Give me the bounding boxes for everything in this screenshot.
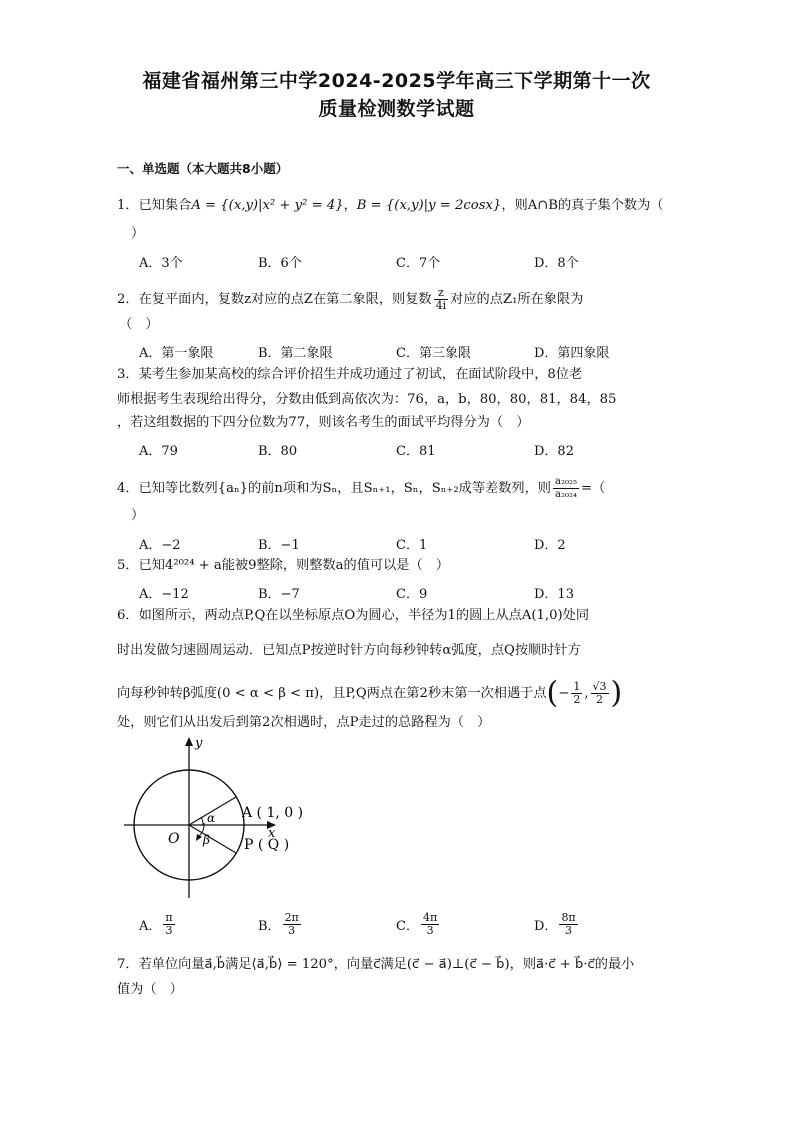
q7-line-1: 7．若单位向量a⃗,b⃗满足⟨a⃗,b⃗⟩ = 120°，向量c⃗满足(c⃗ − a⃗)⊥(c⃗ − b⃗)，则a⃗·c⃗ + b⃗·c⃗的最小 <box>117 957 635 972</box>
q6-line-3-text: 向每秒钟转β弧度(0 < α < β < π)，且P,Q两点在第2秒末第一次相遇于点 <box>117 686 547 701</box>
q3-line-2: 师根据考生表现给出得分，分数由低到高依次为：76，a，b，80，80，81，84，85 <box>117 392 617 407</box>
q1-continuation: ） <box>131 226 145 241</box>
q5-option-d[interactable]: D．13 <box>534 587 574 602</box>
q6-option-a[interactable] <box>139 912 177 937</box>
title-line-1: 福建省福州第三中学2024-2025学年高三下学期第十一次 <box>142 70 651 92</box>
y-axis-arrow <box>185 737 193 746</box>
q6-point-y-den: 2 <box>596 693 604 706</box>
q6-unit-circle-figure <box>118 733 318 905</box>
label-a: A ( 1, 0 ) <box>242 805 304 821</box>
q5-option-b[interactable]: B．−7 <box>258 587 300 602</box>
q4-continuation: ） <box>131 508 145 523</box>
q4-option-d[interactable]: D．2 <box>534 538 566 553</box>
q6-option-d-den: 3 <box>565 924 573 937</box>
q3-option-c[interactable]: C．81 <box>396 444 436 459</box>
q6-point-x-num: 1 <box>573 680 581 693</box>
q6-option-c-letter: C． <box>396 919 419 934</box>
q3-option-a[interactable]: A．79 <box>139 444 178 459</box>
q6-option-b-num: 2π <box>284 911 299 924</box>
q4-frac-den: a₂₀₂₄ <box>555 489 577 500</box>
q4-rest: =（ <box>581 481 606 496</box>
q6-option-b-frac <box>283 912 301 937</box>
q2-frac-num: z <box>434 287 449 300</box>
label-p: P ( Q ) <box>244 837 290 853</box>
q2-rest: 对应的点Z₁所在象限为 <box>450 292 584 307</box>
q3-option-b[interactable]: B．80 <box>258 444 298 459</box>
q6-point-paren-open: ( <box>546 675 559 711</box>
q2-option-d[interactable]: D．第四象限 <box>534 346 610 361</box>
q1-option-d[interactable]: D．8个 <box>534 256 579 271</box>
q4-option-c[interactable]: C．1 <box>396 538 428 553</box>
q2-option-b[interactable]: B．第二象限 <box>258 346 333 361</box>
q6-point-x-den: 2 <box>573 693 581 706</box>
q2-continuation: （ ） <box>119 317 159 332</box>
q6-option-d-letter: D． <box>534 919 558 934</box>
q3-line-3: ，若这组数据的下四分位数为77，则该名考生的面试平均得分为（ ） <box>117 415 530 430</box>
q2-fraction <box>434 287 449 312</box>
radius-to-p <box>189 825 236 853</box>
q2-option-a[interactable]: A．第一象限 <box>139 346 214 361</box>
q5-text: 5．已知4²⁰²⁴ + a能被9整除，则整数a的值可以是（ ） <box>117 558 450 573</box>
q1-option-c[interactable]: C．7个 <box>396 256 441 271</box>
q7-line-2: 值为（ ） <box>117 982 183 997</box>
q2-prefix: 2．在复平面内，复数z对应的点Z在第二象限，则复数 <box>117 292 432 307</box>
q5-option-a[interactable]: A．−12 <box>139 587 189 602</box>
question-6-line-3: 向每秒钟转β弧度(0 < α < β < π)，且P,Q两点在第2秒末第一次相遇于点(− $\frac{1}{2}$ , $\frac{√3}{2}$ ) <box>117 675 623 711</box>
q1-setA: A = {(x,y)|x² + y² = 4} <box>191 198 344 213</box>
q6-option-d-num: 8π <box>561 911 576 924</box>
q6-option-c-frac <box>421 912 439 937</box>
question-1 <box>117 198 663 214</box>
q1-rest: ，则A∩B的真子集个数为（ <box>501 198 664 213</box>
q4-option-b[interactable]: B．−1 <box>258 538 300 553</box>
q6-point-y <box>591 681 609 706</box>
q6-option-a-den: 3 <box>165 924 173 937</box>
q6-option-b-den: 3 <box>288 924 296 937</box>
label-y: y <box>195 736 203 751</box>
q6-point-paren-close: ) <box>610 675 623 711</box>
label-x: x <box>268 826 276 841</box>
q6-point-y-num: √3 <box>592 680 607 693</box>
label-o: O <box>168 831 180 847</box>
q6-option-d-frac <box>559 912 577 937</box>
q4-fraction <box>553 476 579 501</box>
q1-prefix: 1．已知集合 <box>117 198 192 213</box>
label-beta: β <box>203 833 210 847</box>
q6-option-b[interactable] <box>258 912 303 937</box>
label-alpha: α <box>207 811 216 825</box>
question-4 <box>117 476 605 501</box>
q4-prefix: 4．已知等比数列{aₙ}的前n项和为Sₙ，且Sₙ₊₁，Sₙ，Sₙ₊₂成等差数列，则 <box>117 481 551 496</box>
q6-option-b-letter: B． <box>258 919 281 934</box>
q4-frac-num: a₂₀₂₅ <box>555 476 577 487</box>
q6-option-a-frac <box>163 912 174 937</box>
q6-point-x <box>571 681 582 706</box>
q6-line-4: 处，则它们从出发后到第2次相遇时，点P走过的总路程为（ ） <box>117 715 491 730</box>
q2-frac-den: 4i <box>435 299 447 312</box>
alpha-arc <box>201 817 203 825</box>
q5-option-c[interactable]: C．9 <box>396 587 428 602</box>
section-header: 一、单选题（本大题共8小题） <box>117 161 289 176</box>
q6-option-c[interactable] <box>396 912 441 937</box>
beta-arrowhead <box>196 834 202 841</box>
question-2 <box>117 287 583 312</box>
q6-line-1: 6．如图所示，两动点P,Q在以坐标原点O为圆心，半径为1的圆上从点A(1,0)处同 <box>117 608 590 623</box>
q6-option-c-num: 4π <box>422 911 438 924</box>
q4-option-a[interactable]: A．−2 <box>139 538 181 553</box>
q1-option-a[interactable]: A．3个 <box>139 256 183 271</box>
q3-line-1: 3．某考生参加某高校的综合评价招生并成功通过了初试，在面试阶段中，8位老 <box>117 367 583 382</box>
q1-comma: ， <box>343 198 357 213</box>
q6-option-a-letter: A． <box>139 919 162 934</box>
q6-line-2: 时出发做匀速圆周运动．已知点P按逆时针方向每秒钟转α弧度，点Q按顺时针方 <box>117 643 581 658</box>
q2-option-c[interactable]: C．第三象限 <box>396 346 471 361</box>
q1-setB: B = {(x,y)|y = 2cosx} <box>356 198 502 213</box>
q6-option-d[interactable] <box>534 912 580 937</box>
title-line-2: 质量检测数学试题 <box>318 98 475 120</box>
q6-option-c-den: 3 <box>426 924 434 937</box>
q6-option-a-num: π <box>165 911 173 924</box>
q1-option-b[interactable]: B．6个 <box>258 256 302 271</box>
q3-option-d[interactable]: D．82 <box>534 444 574 459</box>
